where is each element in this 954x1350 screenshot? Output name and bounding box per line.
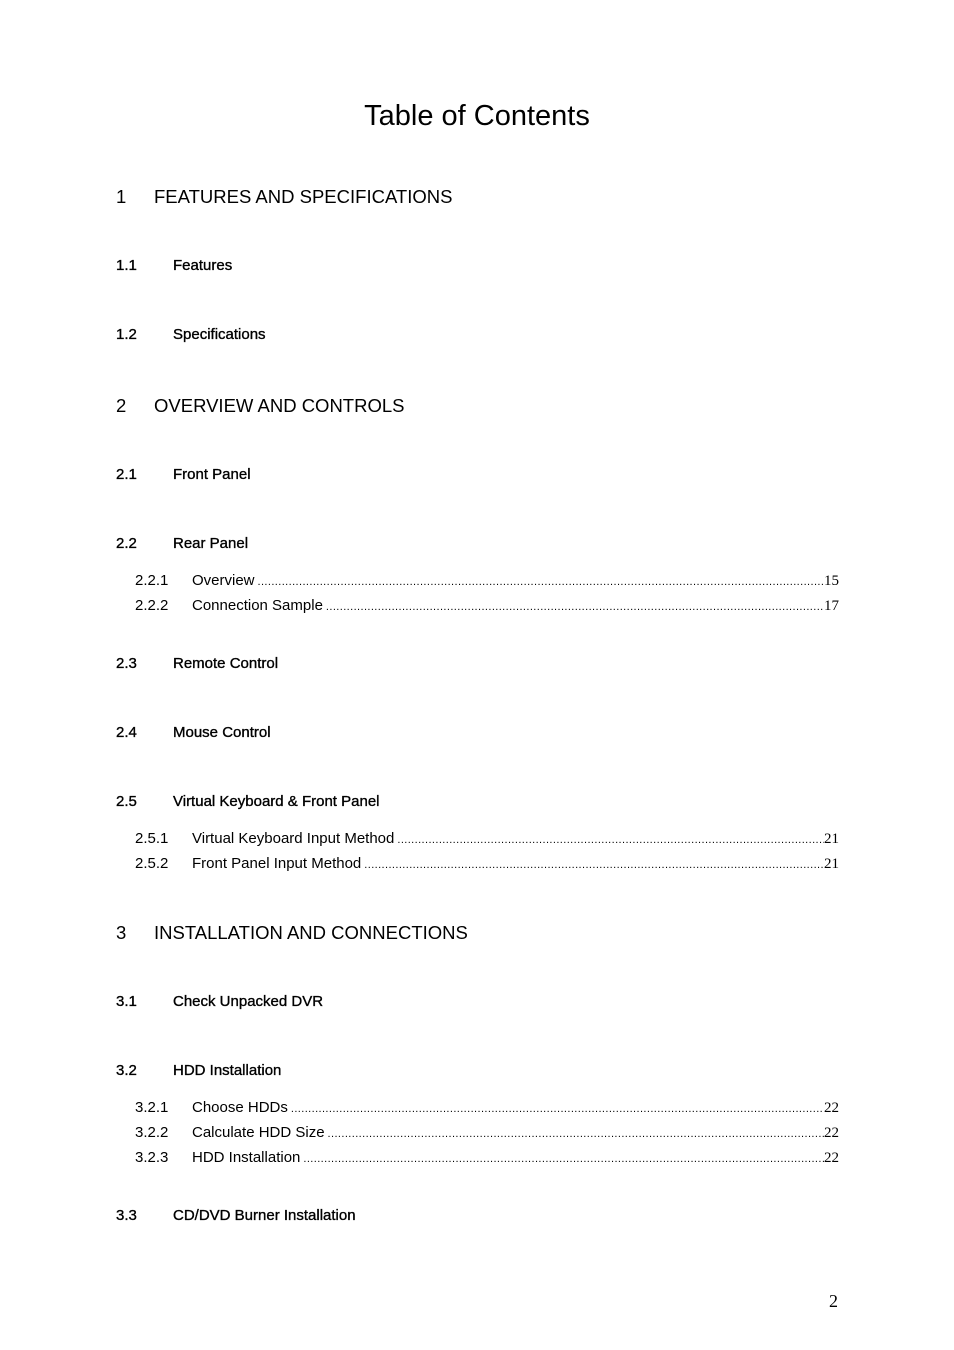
toc-subsection-number: 2.2 — [116, 535, 137, 552]
dot-leader — [394, 830, 824, 850]
toc-item-3.2.1[interactable] — [135, 1098, 839, 1119]
toc-subsection-number: 1.1 — [116, 257, 137, 274]
toc-subsection-label: CD/DVD Burner Installation — [173, 1207, 356, 1224]
toc-subsection-number: 3.2 — [116, 1062, 137, 1079]
toc-item-number: 2.2.1 — [135, 572, 169, 589]
toc-section-number: 1 — [116, 186, 127, 207]
toc-item-number: 2.2.2 — [135, 597, 169, 614]
toc-subsection-number: 3.1 — [116, 993, 137, 1010]
dot-leader — [288, 1099, 824, 1119]
toc-item-page: 21 — [824, 831, 839, 847]
toc-subsection-2.5[interactable] — [116, 792, 380, 812]
toc-item-label: Front Panel Input Method — [192, 855, 362, 872]
toc-subsection-label: Features — [173, 257, 233, 274]
toc-item-3.2.3[interactable] — [135, 1148, 839, 1169]
toc-item-page: 22 — [824, 1125, 839, 1141]
toc-section-number: 2 — [116, 395, 127, 416]
toc-item-2.2.1[interactable] — [135, 571, 839, 592]
toc-item-page: 21 — [824, 856, 839, 872]
toc-item-number: 3.2.1 — [135, 1099, 169, 1116]
toc-item-page: 22 — [824, 1100, 839, 1116]
toc-subsection-label: Remote Control — [173, 655, 279, 672]
toc-item-label: Connection Sample — [192, 597, 323, 614]
toc-section-1[interactable] — [116, 186, 452, 208]
toc-subsection-label: HDD Installation — [173, 1062, 282, 1079]
toc-subsection-label: Mouse Control — [173, 724, 271, 741]
dot-leader — [255, 572, 824, 592]
toc-subsection-number: 2.1 — [116, 466, 137, 483]
toc-subsection-2.4[interactable] — [116, 723, 271, 743]
dot-leader — [361, 855, 824, 875]
toc-subsection-number: 2.4 — [116, 724, 137, 741]
toc-item-number: 2.5.1 — [135, 830, 169, 847]
toc-item-label: Overview — [192, 572, 255, 589]
toc-item-3.2.2[interactable] — [135, 1123, 839, 1144]
toc-item-label: Calculate HDD Size — [192, 1124, 325, 1141]
toc-subsection-3.2[interactable] — [116, 1061, 281, 1081]
toc-subsection-2.2[interactable] — [116, 534, 248, 554]
toc-section-2[interactable] — [116, 395, 404, 417]
toc-item-page: 17 — [824, 598, 839, 614]
toc-item-label: HDD Installation — [192, 1149, 301, 1166]
toc-subsection-2.3[interactable] — [116, 654, 278, 674]
toc-item-label: Virtual Keyboard Input Method — [192, 830, 395, 847]
dot-leader — [325, 1124, 824, 1144]
toc-subsection-number: 1.2 — [116, 326, 137, 343]
toc-subsection-number: 3.3 — [116, 1207, 137, 1224]
page-number: 2 — [829, 1291, 838, 1311]
toc-subsection-number: 2.5 — [116, 793, 137, 810]
toc-item-number: 3.2.3 — [135, 1149, 169, 1166]
toc-subsection-label: Rear Panel — [173, 535, 249, 552]
toc-subsection-1.1[interactable] — [116, 256, 232, 276]
toc-subsection-number: 2.3 — [116, 655, 137, 672]
toc-item-2.5.2[interactable] — [135, 854, 839, 875]
toc-item-label: Choose HDDs — [192, 1099, 288, 1116]
toc-subsection-label: Check Unpacked DVR — [173, 993, 324, 1010]
toc-subsection-2.1[interactable] — [116, 465, 251, 485]
dot-leader — [323, 597, 824, 617]
toc-subsection-label: Front Panel — [173, 466, 251, 483]
toc-item-number: 2.5.2 — [135, 855, 169, 872]
toc-subsection-3.1[interactable] — [116, 992, 323, 1012]
toc-section-number: 3 — [116, 922, 127, 943]
toc-section-label: INSTALLATION AND CONNECTIONS — [154, 922, 468, 943]
dot-leader — [300, 1149, 824, 1169]
toc-item-page: 22 — [824, 1150, 839, 1166]
page-title: Table of Contents — [364, 100, 590, 132]
toc-item-number: 3.2.2 — [135, 1124, 169, 1141]
toc-item-2.5.1[interactable] — [135, 829, 839, 850]
toc-subsection-1.2[interactable] — [116, 325, 266, 345]
toc-section-label: OVERVIEW AND CONTROLS — [154, 395, 405, 416]
toc-item-2.2.2[interactable] — [135, 596, 839, 617]
toc-subsection-label: Virtual Keyboard & Front Panel — [173, 793, 380, 810]
toc-section-label: FEATURES AND SPECIFICATIONS — [154, 186, 453, 207]
toc-item-page: 15 — [824, 573, 839, 589]
toc-subsection-3.3[interactable] — [116, 1206, 356, 1226]
toc-subsection-label: Specifications — [173, 326, 266, 343]
toc-section-3[interactable] — [116, 922, 468, 944]
